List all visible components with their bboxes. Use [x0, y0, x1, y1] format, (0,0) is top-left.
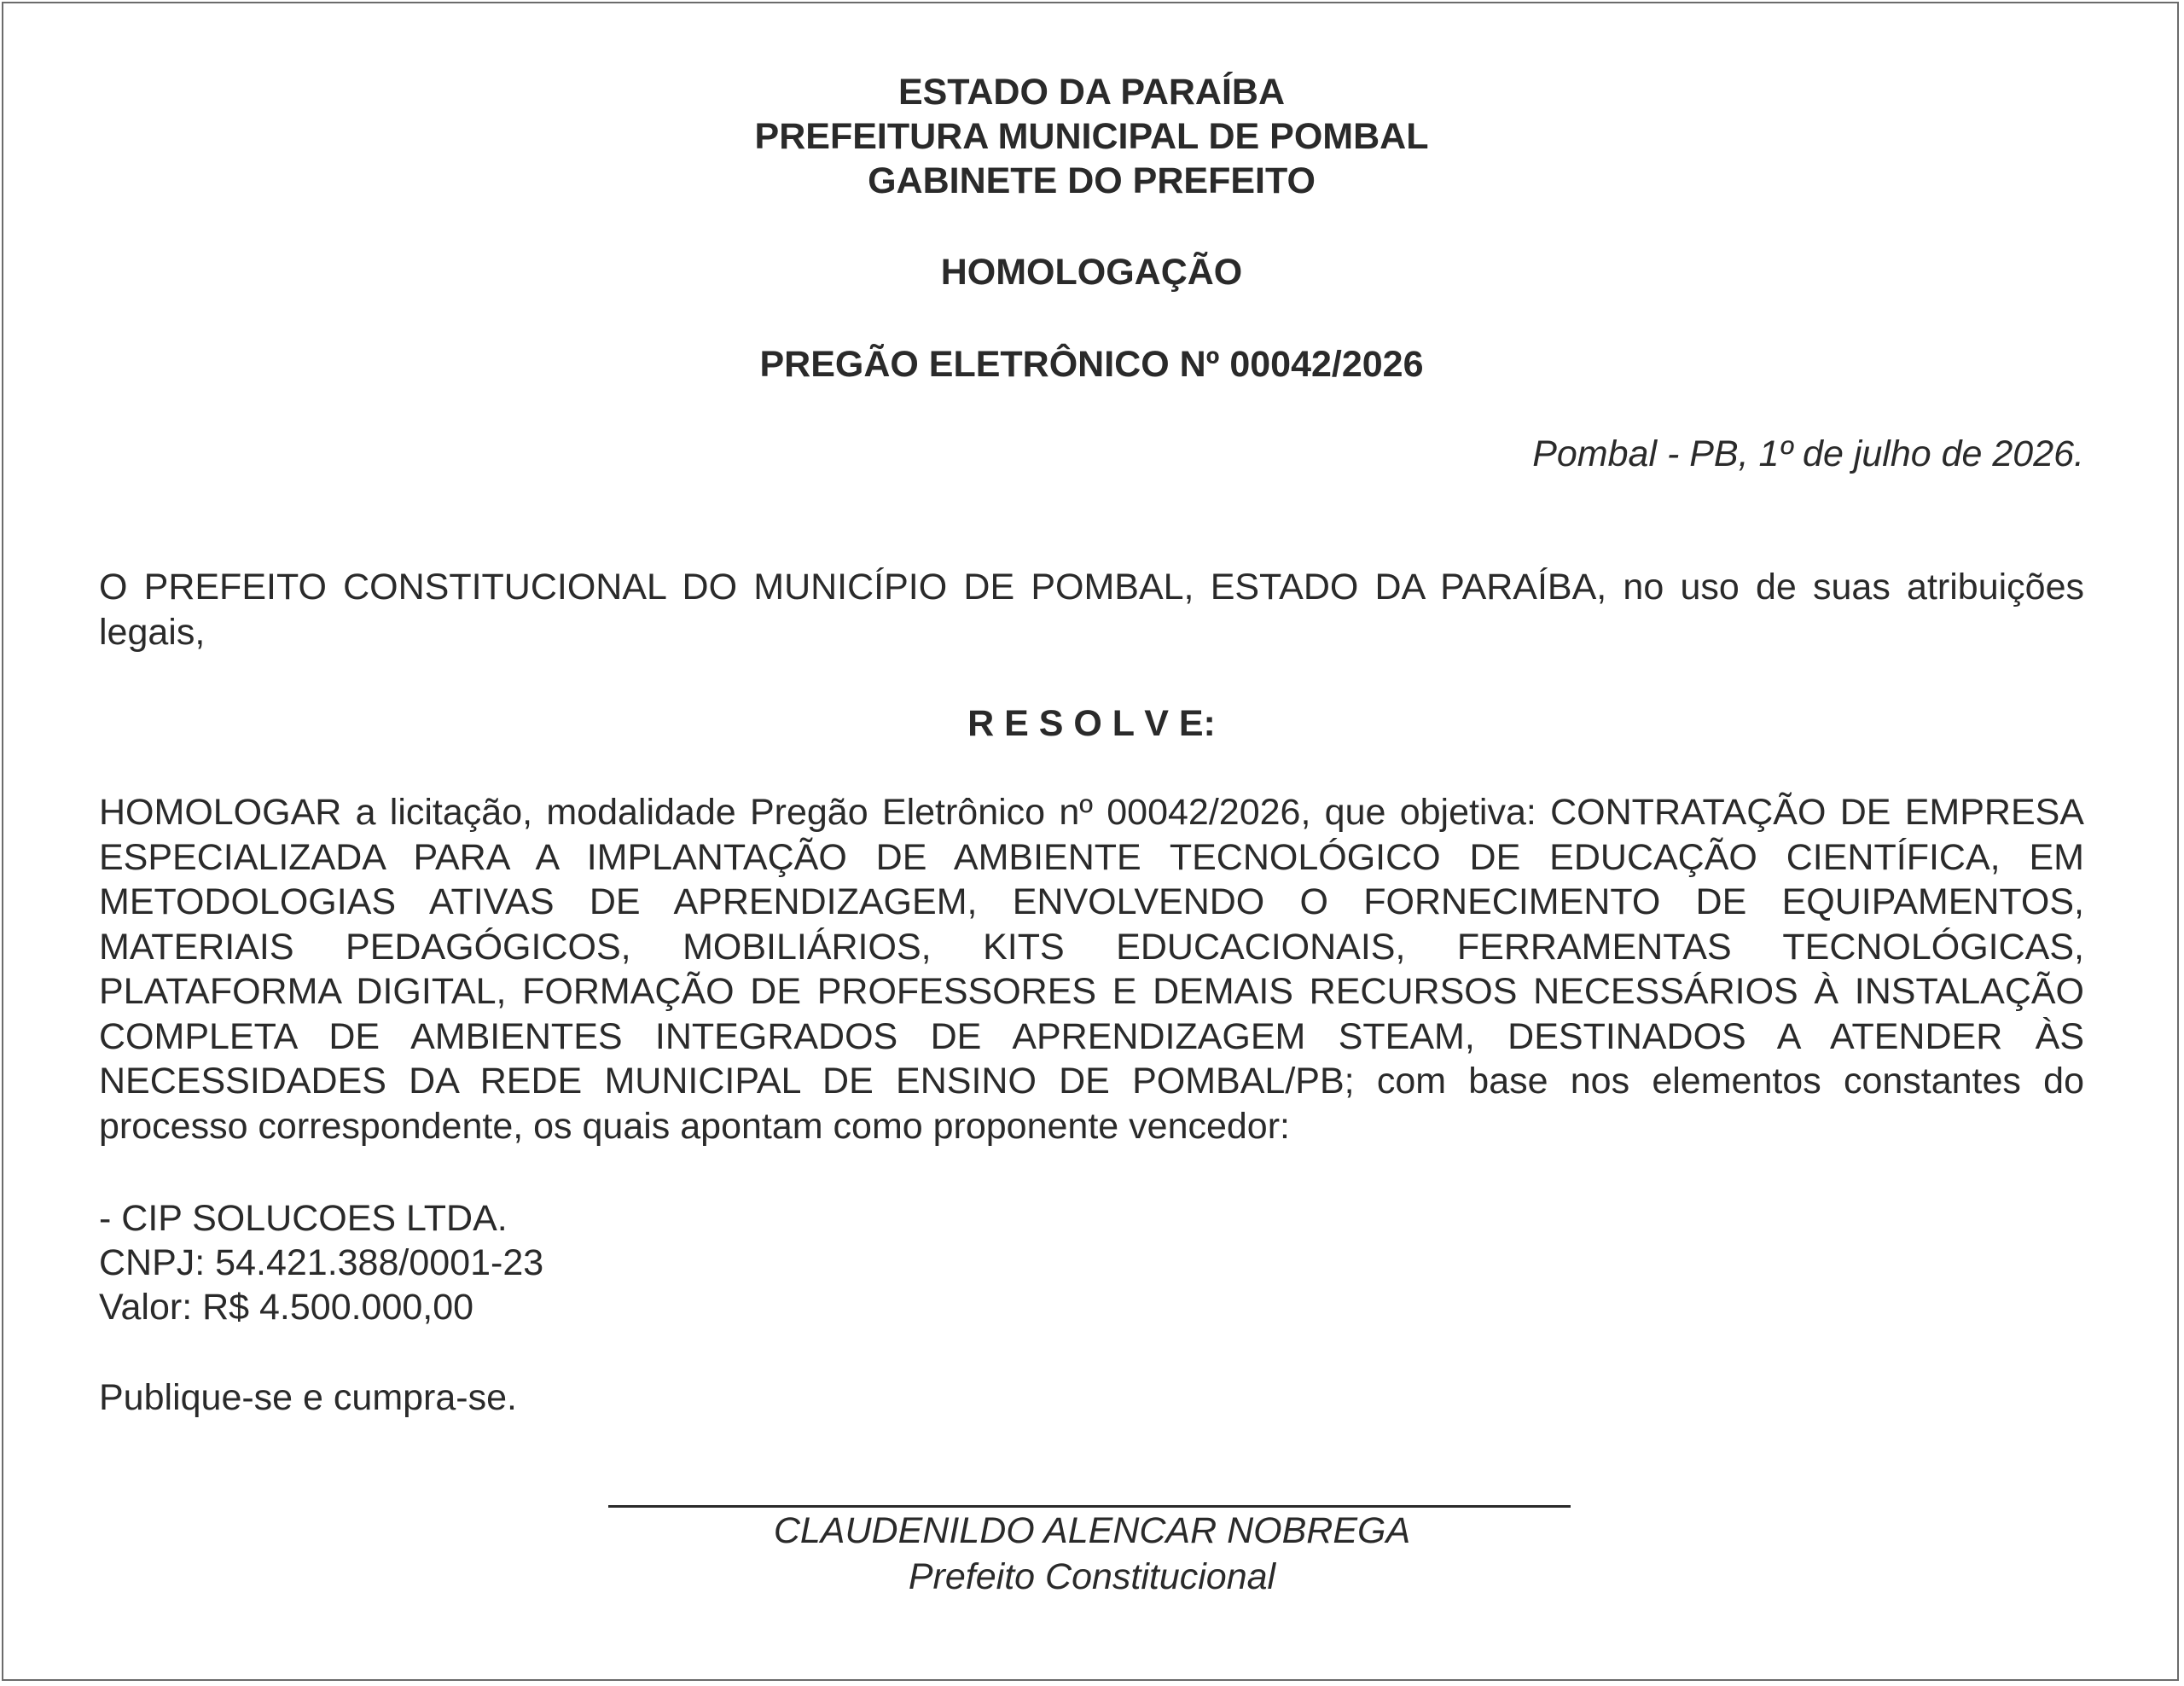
resolve-heading: R E S O L V E: [967, 703, 1216, 744]
document-type-heading: HOMOLOGAÇÃO [940, 252, 1243, 293]
homologation-paragraph: HOMOLOGAR a licitação, modalidade Pregão Eletrônico nº 00042/2026, que objetiva: CONTRATAÇÃO DE EMPRESA ESPECIALIZADA PARA A IMPLANTAÇÃO DE AMBIENTE TECNOLÓGICO DE EDUCAÇÃO CIENTÍFICA, EM METODOLOGIAS ATIVAS DE APRENDIZAGEM, ENVOLVENDO O FORNECIMENTO DE EQUIPAMENTOS, MATERIAIS PEDAGÓGICOS, MOBILIÁRIOS, KITS EDUCACIONAIS, FERRAMENTAS TECNOLÓGICAS, PLATAFORMA DIGITAL, FORMAÇÃO DE PROFESSORES E DEMAIS RECURSOS NECESSÁRIOS À INSTALAÇÃO COMPLETA DE AMBIENTES INTEGRADOS DE APRENDIZAGEM STEAM, DESTINADOS A ATENDER ÀS NECESSIDADES DA REDE MUNICIPAL DE ENSINO DE POMBAL/PB; com base nos elementos constantes do processo correspondente, os quais apontam como proponente vencedor: [99, 792, 2084, 1147]
winner-value: Valor: R$ 4.500.000,00 [99, 1287, 474, 1328]
signature-line [608, 1505, 1571, 1508]
header-office: GABINETE DO PREFEITO [868, 160, 1316, 201]
preamble-paragraph: O PREFEITO CONSTITUCIONAL DO MUNICÍPIO DE POMBAL, ESTADO DA PARAÍBA, no uso de suas atribuições legais, [99, 567, 2084, 653]
winner-cnpj: CNPJ: 54.421.388/0001-23 [99, 1242, 544, 1283]
process-title-heading: PREGÃO ELETRÔNICO Nº 00042/2026 [759, 344, 1424, 385]
date-line: Pombal - PB, 1º de julho de 2026. [1532, 433, 2084, 474]
header-state: ESTADO DA PARAÍBA [897, 72, 1286, 113]
document-header [99, 70, 2084, 203]
header-municipality: PREFEITURA MUNICIPAL DE POMBAL [754, 116, 1429, 157]
closing-line: Publique-se e cumpra-se. [99, 1377, 517, 1418]
signer-name: CLAUDENILDO ALENCAR NOBREGA [773, 1510, 1411, 1551]
signer-role: Prefeito Constitucional [908, 1556, 1276, 1597]
winner-name: - CIP SOLUCOES LTDA. [99, 1198, 508, 1239]
